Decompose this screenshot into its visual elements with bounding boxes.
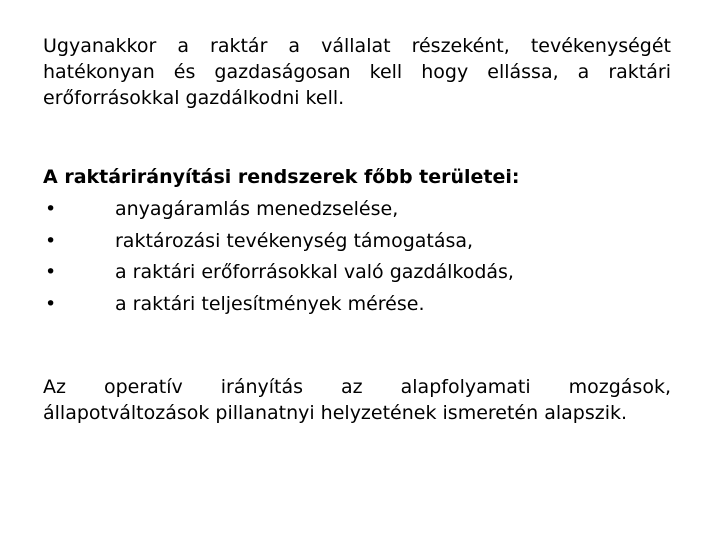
bullet-icon: • (45, 198, 57, 220)
closing-paragraph: Az operatív irányítás az alapfolyamati mozgások, állapotváltozások pillanatnyi helyzetének ismeretén alapszik. (43, 376, 671, 424)
section-heading: A raktárirányítási rendszerek főbb területei: (43, 166, 520, 188)
intro-paragraph: Ugyanakkor a raktár a vállalat részeként, tevékenységét hatékonyan és gazdaságosan kell hogy ellássa, a raktári erőforrásokkal gazdálkodni kell. (43, 35, 671, 109)
list-item-text: anyagáramlás menedzselése, (115, 198, 399, 220)
bullet-icon: • (45, 261, 57, 283)
bullet-icon: • (45, 229, 57, 252)
bullet-icon: • (45, 292, 57, 315)
list-item-text: a raktári erőforrásokkal való gazdálkodás, (115, 261, 514, 283)
list-item-text: raktározási tevékenység támogatása, (115, 229, 474, 252)
list-item-text: a raktári teljesítmények mérése. (115, 292, 425, 315)
